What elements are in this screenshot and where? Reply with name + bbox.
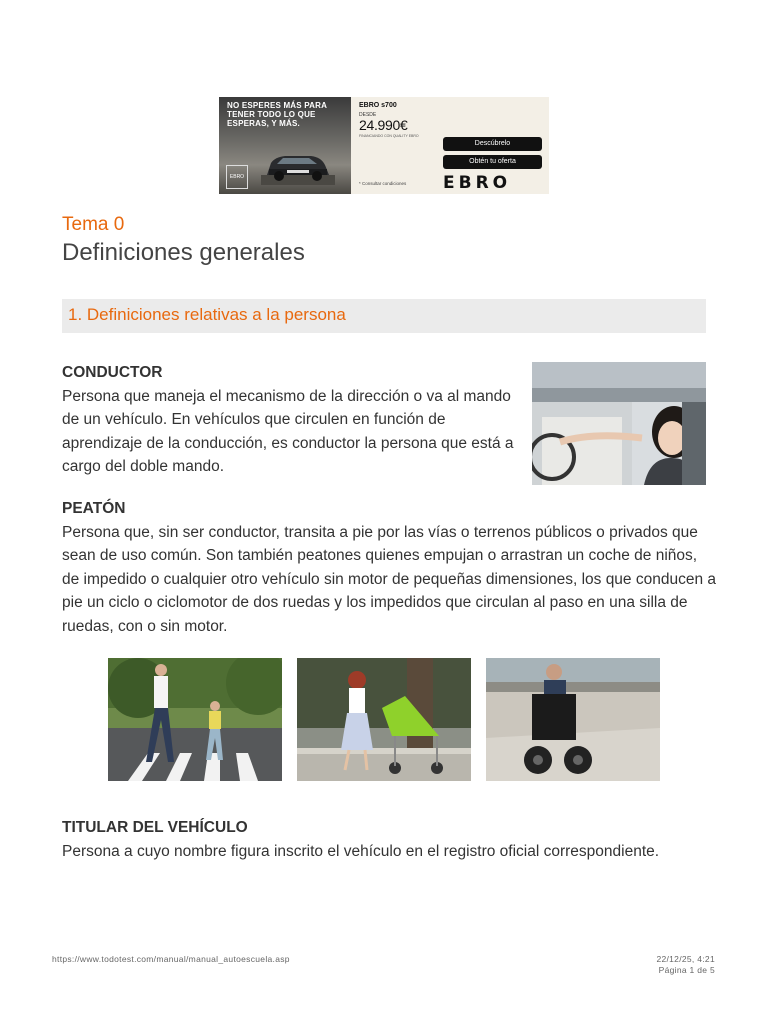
topic-label: Tema 0 [62,214,125,235]
definition-peaton: Persona que, sin ser conductor, transita a pie por las vías o terrenos públicos o privados que sean de uso común. Son también peatones quienes empujan o arrastran un coche de niños, de impedido o cualquier otro vehículo sin motor de pequeñas dimensiones, los que conducen a pie un ciclo o ciclomotor de dos ruedas y los impedidos que circulan al paso en una silla de ruedas, con o sin motor. [62,524,717,635]
footer-timestamp: 22/12/25, 4:21 [656,954,715,964]
car-image [261,145,335,185]
section-header [62,299,706,333]
ebro-small-logo: EBRO [226,165,248,189]
term-peaton: PEATÓN [62,500,126,517]
definition-titular: Persona a cuyo nombre figura inscrito el vehículo en el registro oficial correspondiente. [62,843,660,860]
stroller-photo [297,658,471,781]
wheelchair-photo [486,658,660,781]
term-titular: TITULAR DEL VEHÍCULO [62,819,248,836]
crosswalk-photo [108,658,282,781]
driver-photo [532,362,706,485]
ad-desde: DESDE [359,112,377,118]
term-conductor: CONDUCTOR [62,364,163,381]
page-title: Definiciones generales [62,239,305,266]
ad-banner[interactable] [219,97,549,194]
ad-price: 24.990€ [359,117,408,133]
footer-page-number: Página 1 de 5 [658,965,715,975]
ad-fine-print: FINANCIANDO CON QUALITY EBRO [359,134,419,138]
ad-conditions: * Consultar condiciones [359,181,407,186]
ebro-brand-logo: EBRO [443,173,512,193]
ad-model: EBRO s700 [359,102,397,109]
definition-conductor: Persona que maneja el mecanismo de la dirección o va al mando de un vehículo. En vehículos que circulen en función de aprendizaje de la conducción, es conductor la persona que está a cargo del doble mando. [62,388,514,476]
get-offer-button[interactable]: Obtén tu oferta [443,155,542,169]
ad-car-photo [219,97,351,194]
ad-headline: NO ESPERES MÁS PARA TENER TODO LO QUE ESPERAS, Y MÁS. [227,101,327,128]
footer-url-link[interactable]: https://www.todotest.com/manual/manual_autoescuela.asp [52,954,290,964]
discover-button[interactable]: Descúbrelo [443,137,542,151]
section-title: 1. Definiciones relativas a la persona [68,305,346,324]
